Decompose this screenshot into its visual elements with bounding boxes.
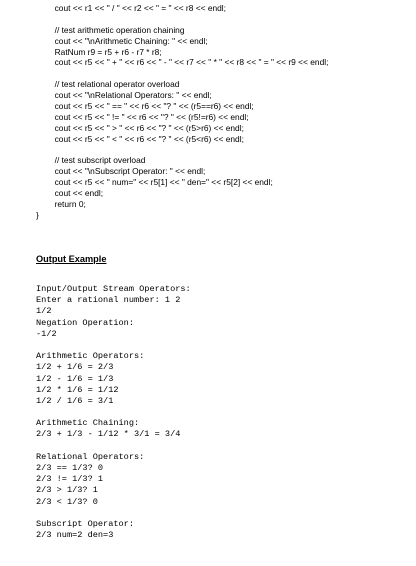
output-line: 2/3 num=2 den=3 xyxy=(36,530,114,541)
output-line: Arithmetic Chaining: xyxy=(36,418,140,429)
output-line: 1/2 xyxy=(36,306,52,317)
code-line: cout << "\nSubscript Operator: " << endl; xyxy=(36,166,206,177)
code-line: cout << r5 << " < " << r6 << "? " << (r5<r6) << endl; xyxy=(36,133,244,144)
code-line: // test relational operator overload xyxy=(36,79,180,90)
output-line xyxy=(36,340,412,351)
code-line: RatNum r9 = r5 + r6 - r7 * r8; xyxy=(36,46,162,57)
output-line: 1/2 / 1/6 = 3/1 xyxy=(36,395,114,406)
output-line: Input/Output Stream Operators: xyxy=(36,284,191,294)
output-line: 2/3 + 1/3 - 1/12 * 3/1 = 3/4 xyxy=(36,429,181,440)
output-line: 1/2 * 1/6 = 1/12 xyxy=(36,384,119,395)
output-example-heading: Output Example xyxy=(36,254,107,264)
output-line: 1/2 + 1/6 = 2/3 xyxy=(36,362,114,373)
output-line: Subscript Operator: xyxy=(36,518,134,529)
output-line xyxy=(36,508,412,519)
output-line: 2/3 == 1/3? 0 xyxy=(36,463,104,473)
code-line: cout << r5 << " > " << r6 << "? " << (r5>r6) << endl; xyxy=(36,122,244,133)
code-line: // test subscript overload xyxy=(36,155,146,166)
code-line xyxy=(36,145,412,156)
output-line: 1/2 - 1/6 = 1/3 xyxy=(36,373,114,384)
code-line: cout << "\nRelational Operators: " << endl; xyxy=(36,90,212,101)
code-line: cout << r5 << " != " << r6 << "? " << (r5!=r6) << endl; xyxy=(36,111,249,122)
output-line xyxy=(36,441,412,452)
output-line: 2/3 > 1/3? 1 xyxy=(36,485,98,496)
output-line: 2/3 != 1/3? 1 xyxy=(36,474,104,485)
code-line: } xyxy=(36,209,39,220)
code-line: cout << r5 << " num=" << r5[1] << " den=" << r5[2] << endl; xyxy=(36,177,273,188)
code-line: cout << "\nArithmetic Chaining: " << endl; xyxy=(36,35,208,46)
code-line: cout << r1 << " / " << r2 << " = " << r8 << endl; xyxy=(36,3,226,13)
output-line: Negation Operation: xyxy=(36,317,134,328)
code-line: return 0; xyxy=(36,199,86,210)
output-line: Enter a rational number: 1 2 xyxy=(36,295,181,306)
program-output-block xyxy=(36,284,412,541)
code-line xyxy=(36,14,412,25)
code-line: cout << r5 << " == " << r6 << "? " << (r5==r6) << endl; xyxy=(36,101,254,112)
output-line xyxy=(36,407,412,418)
code-line: cout << r5 << " + " << r6 << " - " << r7 << " * " << r8 << " = " << r9 << endl; xyxy=(36,57,329,68)
output-line: -1/2 xyxy=(36,328,57,339)
code-line: cout << endl; xyxy=(36,188,104,199)
output-line: 2/3 < 1/3? 0 xyxy=(36,496,98,507)
code-line xyxy=(36,68,412,79)
output-line: Relational Operators: xyxy=(36,451,145,462)
code-line: // test arithmetic operation chaining xyxy=(36,24,185,35)
output-line: Arithmetic Operators: xyxy=(36,351,145,362)
source-code-block xyxy=(36,3,412,221)
